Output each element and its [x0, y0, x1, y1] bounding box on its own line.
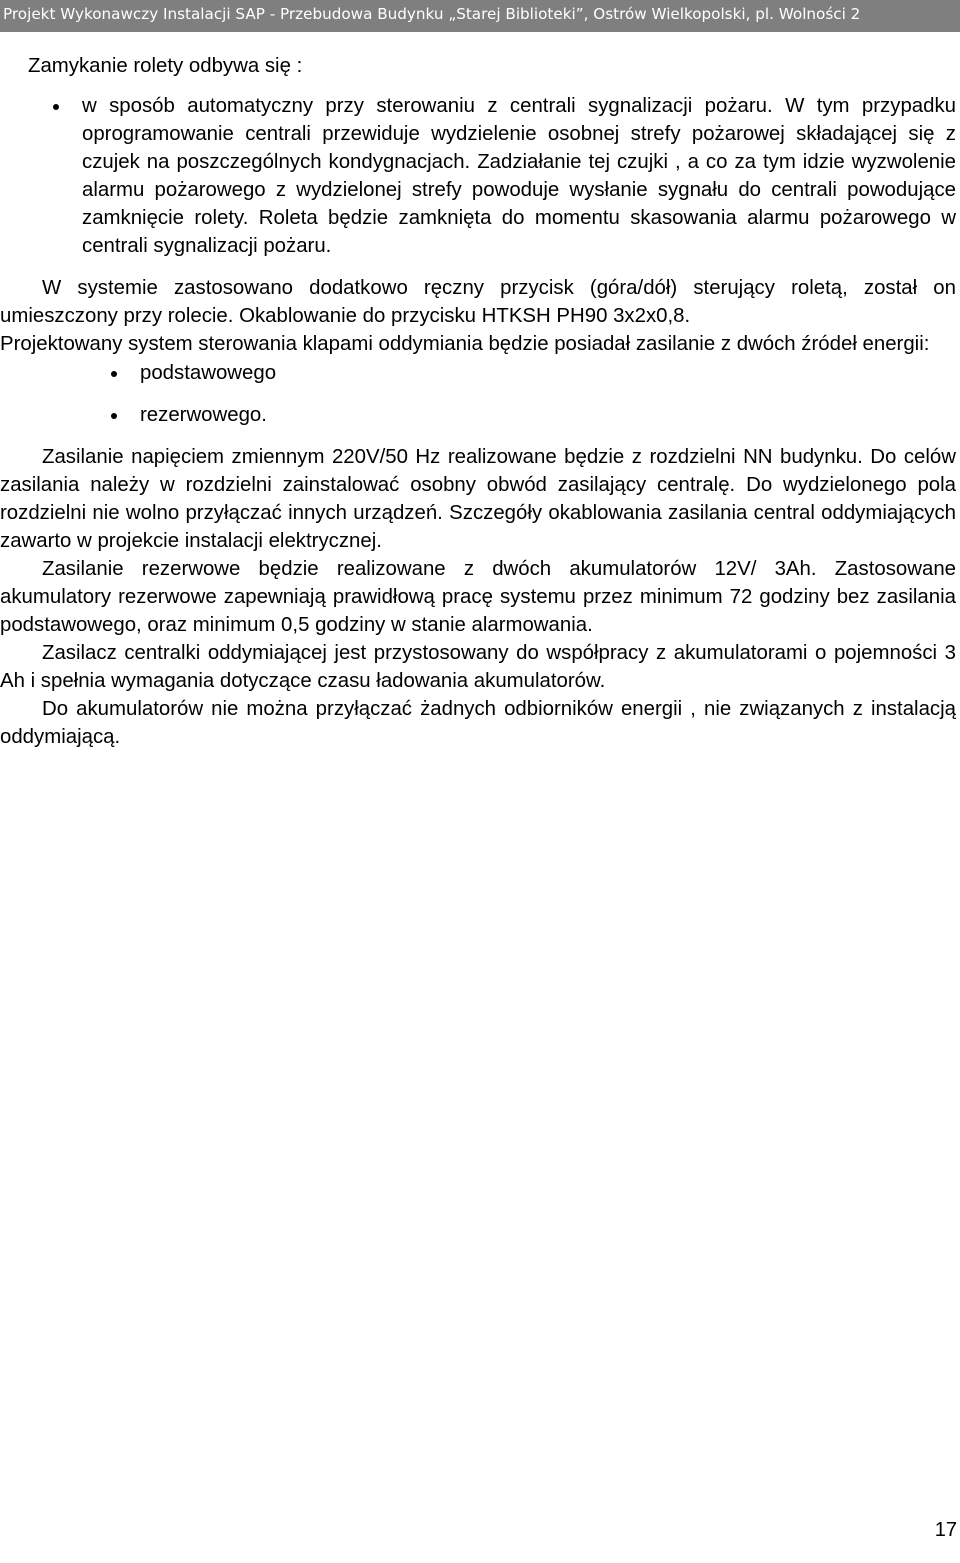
list-item-automatic [0, 92, 956, 260]
list-item [0, 401, 956, 429]
backup-power-text-1: Zasilanie rezerwowe będzie realizowane z dwóch akumulatorów 12V/ 3Ah. [42, 558, 817, 580]
mains-power-text-4: Szczegóły okablowania zasilania central oddymiających zawarto w projekcie instalacji elektrycznej. [0, 502, 957, 552]
paragraph-system-power: Projektowany system sterowania klapami oddymiania będzie posiadał zasilanie z dwóch źródeł energii: [0, 333, 930, 355]
bullet-icon [111, 371, 117, 377]
automatic-mode-text: w sposób automatyczny przy sterowaniu z centrali sygnalizacji pożaru. W tym przypadku oprogramowanie centrali przewiduje wydzielenie osobnej strefy pożarowej składającej się z czujek na poszczególnych kondygnacjach. Zadziałanie tej czujki , a co za tym idzie wyzwolenie alarmu pożarowego z wydzielonej strefy powoduje wysłanie sygnału do centrali powodujące zamknięcie rolety. [82, 95, 956, 229]
mains-power-text-3: Do wydzielonego pola rozdzielni nie wolno przyłączać innych urządzeń. [0, 474, 957, 524]
manual-button-text: W systemie zastosowano dodatkowo ręczny przycisk (góra/dół) sterujący roletą, został on umieszczony przy rolecie. [0, 277, 956, 327]
section-heading: Zamykanie rolety odbywa się : [28, 55, 303, 77]
automatic-mode-text-continued: Roleta będzie zamknięta do momentu skasowania alarmu pożarowego w centrali sygnalizacji pożaru. [82, 207, 956, 257]
cabling-text: Okablowanie do przycisku HTKSH PH90 3x2x0,8. [239, 305, 691, 327]
document-body [0, 52, 956, 751]
bullet-icon [53, 104, 59, 110]
mains-power-text-2: Do celów zasilania należy w rozdzielni zainstalować osobny obwód zasilający centralę. [0, 446, 956, 496]
power-source-label: rezerwowego. [140, 404, 267, 426]
page-header [0, 0, 960, 32]
paragraph-manual-button [0, 274, 956, 330]
paragraph-backup-power [0, 555, 956, 639]
paragraph-no-receivers: Do akumulatorów nie można przyłączać żadnych odbiorników energii , nie związanych z instalacją oddymiającą. [0, 698, 956, 748]
power-source-label: podstawowego [140, 362, 277, 384]
mains-power-text-1: Zasilanie napięciem zmiennym 220V/50 Hz realizowane będzie z rozdzielni NN budynku. [42, 446, 863, 468]
page-number: 17 [934, 1519, 957, 1541]
power-sources-list [0, 359, 956, 429]
backup-power-text-2: Zastosowane akumulatory rezerwowe zapewniają prawidłową pracę systemu przez minimum 72 godziny bez zasilania podstawowego, oraz minimum 0,5 godziny w stanie alarmowania. [0, 558, 956, 636]
paragraph-charger: Zasilacz centralki oddymiającej jest przystosowany do współpracy z akumulatorami o pojemności 3 Ah i spełnia wymagania dotyczące czasu ładowania akumulatorów. [0, 642, 956, 692]
bullet-icon [111, 413, 117, 419]
paragraph-mains-power [0, 443, 956, 555]
closing-modes-list [0, 92, 956, 260]
list-item [0, 359, 956, 387]
header-title: Projekt Wykonawczy Instalacji SAP - Przebudowa Budynku „Starej Biblioteki”, Ostrów Wielkopolski, pl. Wolności 2 [3, 5, 861, 23]
